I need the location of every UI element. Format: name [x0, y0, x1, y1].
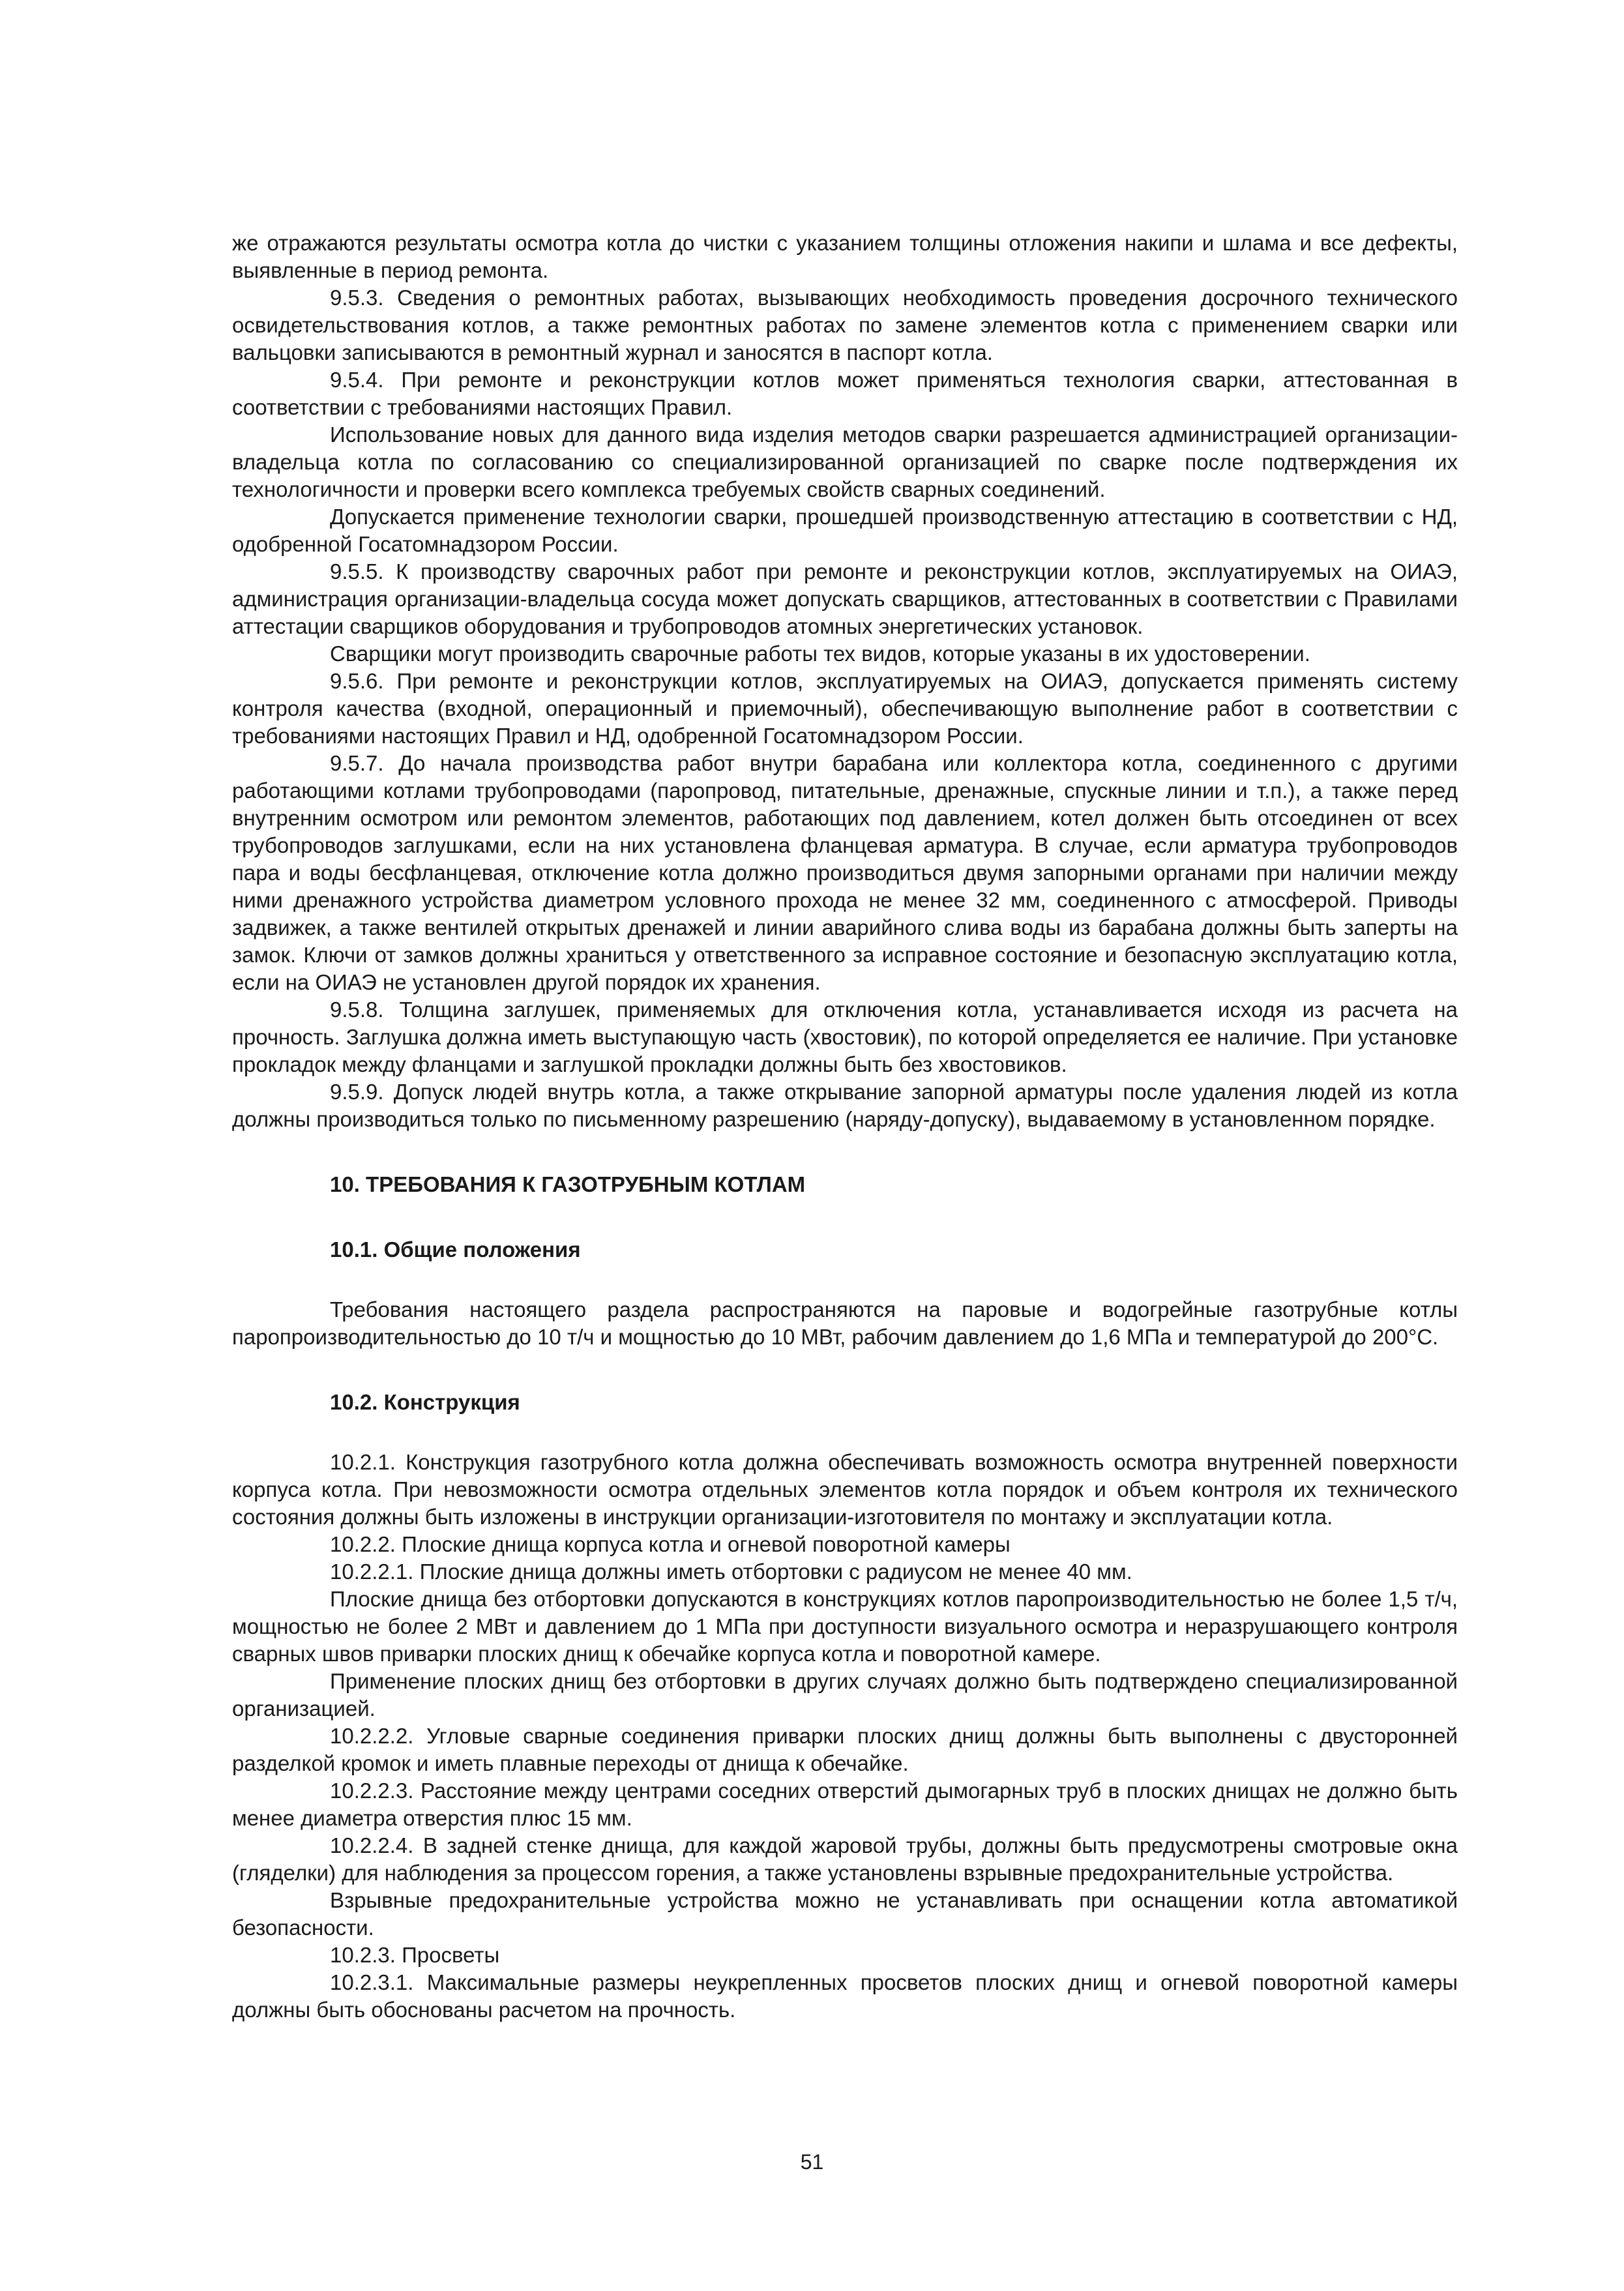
paragraph-10-2-2-2: 10.2.2.2. Угловые сварные соединения приварки плоских днищ должны быть выполнены с двусторонней разделкой кромок и иметь плавные переходы от днища к обечайке.: [232, 1724, 1458, 1775]
paragraph-9-5-7: 9.5.7. До начала производства работ внутри барабана или коллектора котла, соединенного с другими работающими котлами трубопроводами (паропровод, питательные, дренажные, спускные линии и т.п.), а также перед внутренним осмотром или ремонтом элементов, работающих под давлением, котел должен быть отсоединен от всех трубопроводов заглушками, если на них установлена фланцевая арматура. В случае, если арматура трубопроводов пара и воды бесфланцевая, отключение котла должно производиться двумя запорными органами при наличии между ними дренажного устройства диаметром условного прохода не менее 32 мм, соединенного с атмосферой. Приводы задвижек, а также вентилей открытых дренажей и линии аварийного слива воды из барабана должны быть заперты на замок. Ключи от замков должны храниться у ответственного за исправное состояние и безопасную эксплуатацию котла, если на ОИАЭ не установлен другой порядок их хранения.: [232, 751, 1458, 994]
paragraph-9-5-4: 9.5.4. При ремонте и реконструкции котлов может применяться технология сварки, аттестованная в соответствии с требованиями настоящих Правил.: [232, 368, 1458, 419]
paragraph-10-1-scope: Требования настоящего раздела распространяются на паровые и водогрейные газотрубные котлы паропроизводительностью до 10 т/ч и мощностью до 10 МВт, рабочим давлением до 1,6 МПа и температурой до 200°С.: [232, 1297, 1458, 1349]
paragraph-welders: Сварщики могут производить сварочные работы тех видов, которые указаны в их удостоверении.: [330, 642, 1310, 666]
paragraph-10-2-2-1: 10.2.2.1. Плоские днища должны иметь отбортовки с радиусом не менее 40 мм.: [330, 1559, 1132, 1584]
subsection-heading-10-1: 10.1. Общие положения: [330, 1237, 581, 1262]
paragraph-new-welding-methods: Использование новых для данного вида изделия методов сварки разрешается администрацией организации-владельца котла по согласованию со специализированной организацией по сварке после подтверждения их технологичности и проверки всего комплекса требуемых свойств сварных соединений.: [232, 422, 1458, 501]
page-number: 51: [800, 2150, 824, 2174]
paragraph-10-2-3-1: 10.2.3.1. Максимальные размеры неукрепленных просветов плоских днищ и огневой поворотной камеры должны быть обоснованы расчетом на прочность.: [232, 1970, 1458, 2022]
paragraph-flat-heads-other-cases: Применение плоских днищ без отбортовки в других случаях должно быть подтверждено специализированной организацией.: [232, 1669, 1458, 1721]
paragraph-flat-heads-without-flanging: Плоские днища без отбортовки допускаются в конструкциях котлов паропроизводительностью не более 1,5 т/ч, мощностью не более 2 МВт и давлением до 1 МПа при доступности визуального осмотра и неразрушающего контроля сварных швов приварки плоских днищ к обечайке корпуса котла и поворотной камере.: [232, 1587, 1458, 1666]
paragraph-9-5-5: 9.5.5. К производству сварочных работ при ремонте и реконструкции котлов, эксплуатируемых на ОИАЭ, администрация организации-владельца сосуда может допускать сварщиков, аттестованных в соответствии с Правилами аттестации сварщиков оборудования и трубопроводов атомных энергетических установок.: [232, 559, 1458, 638]
paragraph-10-2-2: 10.2.2. Плоские днища корпуса котла и огневой поворотной камеры: [330, 1532, 1011, 1556]
section-heading-10: 10. ТРЕБОВАНИЯ К ГАЗОТРУБНЫМ КОТЛАМ: [330, 1172, 806, 1196]
paragraph-10-2-2-3: 10.2.2.3. Расстояние между центрами соседних отверстий дымогарных труб в плоских днищах не должно быть менее диаметра отверстия плюс 15 мм.: [232, 1779, 1458, 1830]
paragraph-welding-technology-allowed: Допускается применение технологии сварки, прошедшей производственную аттестацию в соответствии с НД, одобренной Госатомнадзором России.: [232, 505, 1458, 556]
paragraph-9-5-6: 9.5.6. При ремонте и реконструкции котлов, эксплуатируемых на ОИАЭ, допускается применять систему контроля качества (входной, операционный и приемочный), обеспечивающую выполнение работ в соответствии с требованиями настоящих Правил и НД, одобренной Госатомнадзором России.: [232, 669, 1458, 748]
paragraph-explosion-devices: Взрывные предохранительные устройства можно не устанавливать при оснащении котла автоматикой безопасности.: [232, 1888, 1458, 1940]
paragraph-10-2-3: 10.2.3. Просветы: [330, 1943, 500, 1967]
paragraph-9-5-9: 9.5.9. Допуск людей внутрь котла, а также открывание запорной арматуры после удаления людей из котла должны производиться только по письменному разрешению (наряду-допуску), выдаваемому в установленном порядке.: [232, 1080, 1458, 1131]
paragraph-9-5-8: 9.5.8. Толщина заглушек, применяемых для отключения котла, устанавливается исходя из расчета на прочность. Заглушка должна иметь выступающую часть (хвостовик), по которой определяется ее наличие. При установке прокладок между фланцами и заглушкой прокладки должны быть без хвостовиков.: [232, 998, 1458, 1076]
paragraph-10-2-1: 10.2.1. Конструкция газотрубного котла должна обеспечивать возможность осмотра внутренней поверхности корпуса котла. При невозможности осмотра отдельных элементов котла порядок и объем контроля их технического состояния должны быть изложены в инструкции организации-изготовителя по монтажу и эксплуатации котла.: [232, 1450, 1458, 1529]
paragraph-9-5-3: 9.5.3. Сведения о ремонтных работах, вызывающих необходимость проведения досрочного технического освидетельствования котлов, а также ремонтных работах по замене элементов котла с применением сварки или вальцовки записываются в ремонтный журнал и заносятся в паспорт котла.: [232, 286, 1458, 364]
subsection-heading-10-2: 10.2. Конструкция: [330, 1390, 520, 1414]
paragraph-10-2-2-4: 10.2.2.4. В задней стенке днища, для каждой жаровой трубы, должны быть предусмотрены смотровые окна (гляделки) для наблюдения за процессом горения, а также установлены взрывные предохранительные устройства.: [232, 1833, 1458, 1885]
document-body: [232, 229, 1458, 2024]
paragraph-continuation: же отражаются результаты осмотра котла до чистки с указанием толщины отложения накипи и шлама и все дефекты, выявленные в период ремонта.: [232, 231, 1458, 282]
